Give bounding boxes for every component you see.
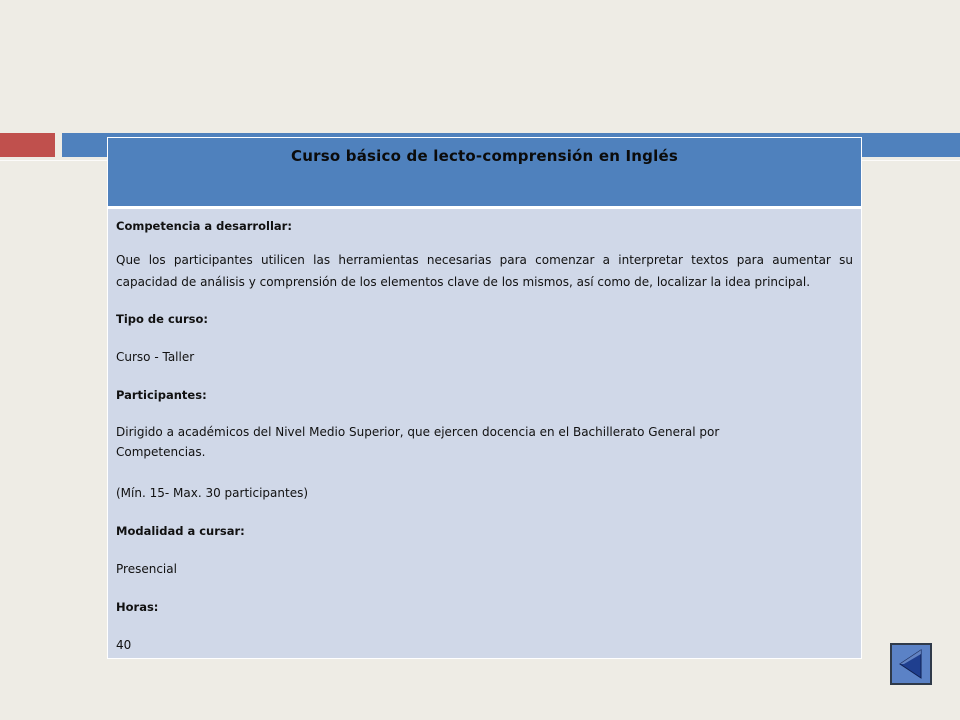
table-body — [108, 209, 861, 658]
competencia-text: Que los participantes utilicen las herramientas necesarias para comenzar a interpretar textos para aumentar su capacidad de análisis y comprensión de los elementos clave de los mismos, así como de, localizar la idea principal. — [116, 253, 853, 289]
participantes-text: Dirigido a académicos del Nivel Medio Superior, que ejercen docencia en el Bachillerato General por Competencias. — [116, 425, 720, 459]
modalidad-value: Presencial — [116, 562, 177, 576]
competencia-label: Competencia a desarrollar: — [116, 219, 292, 233]
triangle-left-icon — [892, 645, 930, 683]
accent-bar-red — [0, 133, 55, 157]
modalidad-label: Modalidad a cursar: — [116, 524, 245, 538]
course-table — [107, 137, 862, 659]
participantes-label: Participantes: — [116, 388, 207, 402]
participantes-range: (Mín. 15- Max. 30 participantes) — [116, 486, 309, 500]
horas-label: Horas: — [116, 600, 159, 614]
horas-value: 40 — [116, 638, 132, 652]
tipo-label: Tipo de curso: — [116, 312, 208, 326]
table-header — [108, 138, 861, 206]
tipo-value: Curso - Taller — [116, 350, 195, 364]
back-button[interactable] — [890, 643, 932, 685]
course-title: Curso básico de lecto-comprensión en Inglés — [291, 147, 678, 165]
